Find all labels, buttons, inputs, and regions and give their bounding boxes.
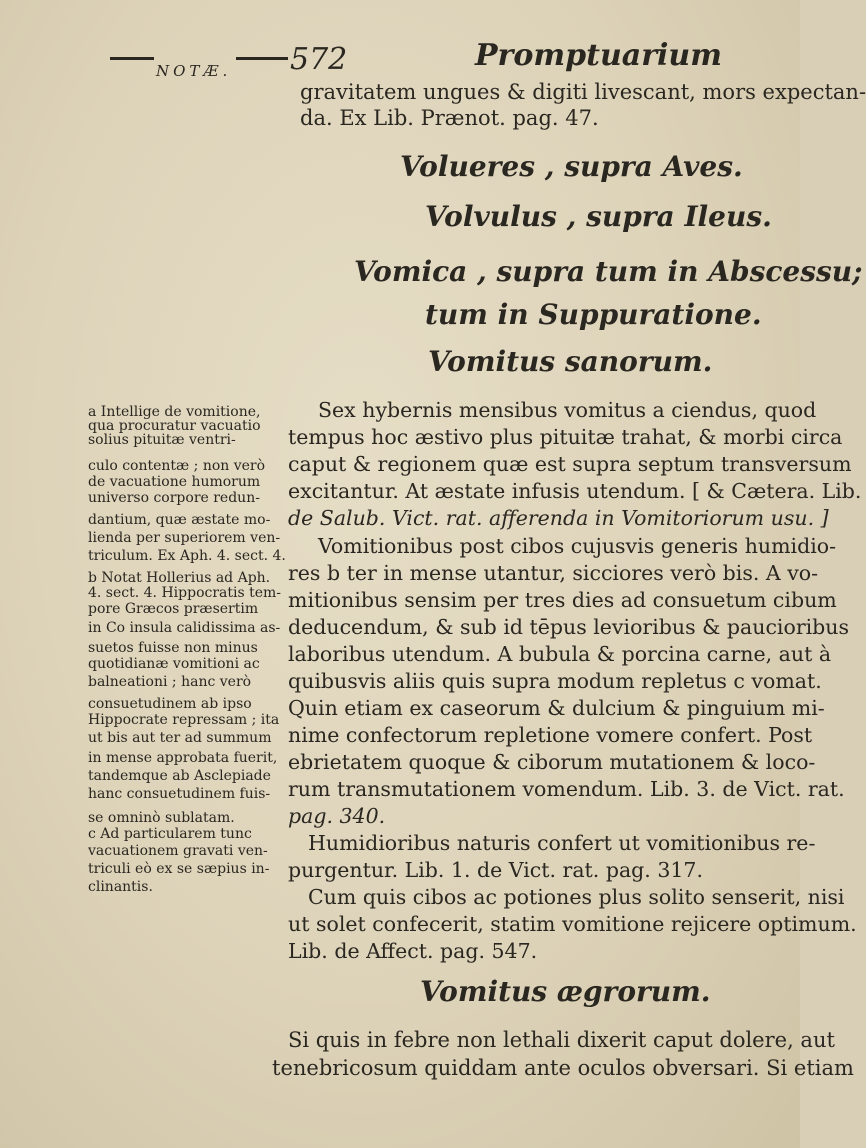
heading-vomica-continued: tum in Suppuratione. <box>425 298 762 331</box>
note-line: balneationi ; hanc verò <box>88 674 252 690</box>
note-line: solius pituitæ ventri- <box>88 432 236 448</box>
note-line: c Ad particularem tunc <box>88 826 252 842</box>
note-line: vacuationem gravati ven- <box>88 843 268 859</box>
header-rule-left <box>110 57 154 60</box>
heading-volueres: Volueres , supra Aves. <box>400 150 743 183</box>
text-line: Sex hybernis mensibus vomitus a ciendus, quod <box>318 398 817 422</box>
text-line: laboribus utendum. A bubula & porcina carne, aut à <box>288 642 832 666</box>
note-line: triculum. Ex Aph. 4. sect. 4. <box>88 548 286 564</box>
text-line: deducendum, & sub id tēpus levioribus & paucioribus <box>288 615 850 639</box>
note-line: universo corpore redun- <box>88 490 260 506</box>
heading-vomitus-aegrorum: Vomitus ægrorum. <box>420 975 711 1008</box>
text-line: purgentur. Lib. 1. de Vict. rat. pag. 317. <box>288 858 703 882</box>
note-line: hanc consuetudinem fuis- <box>88 786 271 802</box>
text-line: Si quis in febre non lethali dixerit caput dolere, aut <box>288 1028 835 1052</box>
note-line: clinantis. <box>88 879 153 895</box>
text-line: tempus hoc æstivo plus pituitæ trahat, & morbi circa <box>288 425 843 449</box>
text-line: tenebricosum quiddam ante oculos obversari. Si etiam <box>272 1056 854 1080</box>
text-line: de Salub. Vict. rat. afferenda in Vomitoriorum usu. ] <box>288 506 829 530</box>
heading-vomica: Vomica , supra tum in Abscessu; <box>354 255 863 288</box>
text-line: Lib. de Affect. pag. 547. <box>288 939 538 963</box>
note-line: culo contentæ ; non verò <box>88 458 266 474</box>
note-line: dantium, quæ æstate mo- <box>88 512 271 528</box>
heading-vomitus-sanorum: Vomitus sanorum. <box>428 345 713 378</box>
text-line: Humidioribus naturis confert ut vomitionibus re- <box>308 831 816 855</box>
note-line: suetos fuisse non minus <box>88 640 258 656</box>
page-number: 572 <box>290 42 348 77</box>
note-line: tandemque ab Asclepiade <box>88 768 271 784</box>
top-line: gravitatem ungues & digiti livescant, mors expectan- <box>300 80 866 104</box>
note-line: triculi eò ex se sæpius in- <box>88 861 270 877</box>
text-line: caput & regionem quæ est supra septum transversum <box>288 452 852 476</box>
header-rule-right <box>236 57 288 60</box>
note-line: Hippocrate repressam ; ita <box>88 712 280 728</box>
text-line: ut solet confecerit, statim vomitione rejicere optimum. <box>288 912 857 936</box>
text-line: ebrietatem quoque & ciborum mutationem & loco- <box>288 750 816 774</box>
note-line: se omninò sublatam. <box>88 810 235 826</box>
running-title: Promptuarium <box>475 38 722 73</box>
note-line: qua procuratur vacuatio <box>88 418 261 434</box>
note-line: b Notat Hollerius ad Aph. <box>88 570 271 586</box>
text-line: nime confectorum repletione vomere confert. Post <box>288 723 813 747</box>
header-notae-label: NOTÆ. <box>156 62 232 80</box>
note-line: a Intellige de vomitione, <box>88 404 261 420</box>
text-line: rum transmutationem vomendum. Lib. 3. de Vict. rat. <box>288 777 845 801</box>
text-line: Vomitionibus post cibos cujusvis generis humidio- <box>318 534 837 558</box>
note-line: pore Græcos præsertim <box>88 601 259 617</box>
text-line: res b ter in mense utantur, sicciores verò bis. A vo- <box>288 561 819 585</box>
text-line: excitantur. At æstate infusis utendum. [ & Cætera. Lib. <box>288 479 862 503</box>
note-line: in Co insula calidissima as- <box>88 620 281 636</box>
text-line: quibusvis aliis quis supra modum repletus c vomat. <box>288 669 822 693</box>
note-line: lienda per superiorem ven- <box>88 530 281 546</box>
heading-volvulus: Volvulus , supra Ileus. <box>425 200 772 233</box>
note-line: de vacuatione humorum <box>88 474 261 490</box>
text-line: mitionibus sensim per tres dies ad consuetum cibum <box>288 588 837 612</box>
note-line: in mense approbata fuerit, <box>88 750 278 766</box>
top-line: da. Ex Lib. Prænot. pag. 47. <box>300 106 599 130</box>
note-line: consuetudinem ab ipso <box>88 696 252 712</box>
note-line: quotidianæ vomitioni ac <box>88 656 260 672</box>
text-line: Cum quis cibos ac potiones plus solito senserit, nisi <box>308 885 845 909</box>
text-line: Quin etiam ex caseorum & dulcium & pinguium mi- <box>288 696 825 720</box>
note-line: 4. sect. 4. Hippocratis tem- <box>88 585 282 601</box>
note-line: ut bis aut ter ad summum <box>88 730 272 746</box>
text-line: pag. 340. <box>288 804 386 828</box>
